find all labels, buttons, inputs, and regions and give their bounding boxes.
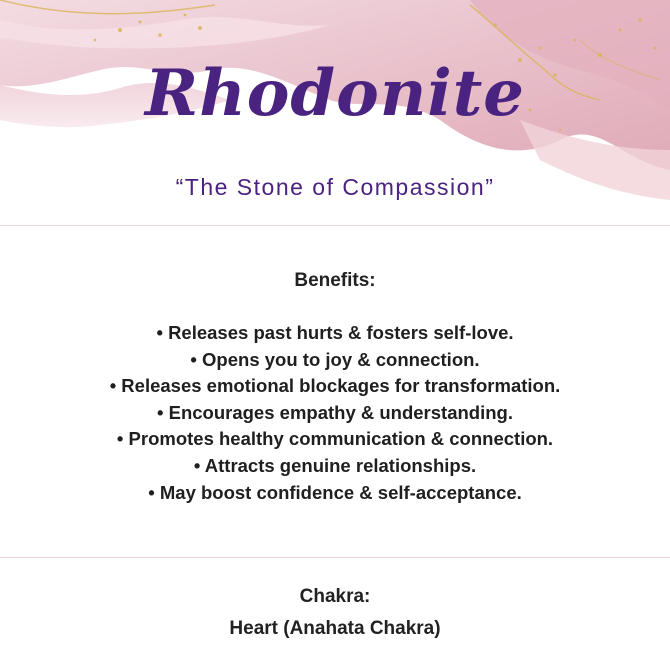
subtitle: “The Stone of Compassion” bbox=[175, 174, 495, 200]
benefit-item: • Releases emotional blockages for transformation. bbox=[109, 375, 561, 397]
benefit-item: • Attracts genuine relationships. bbox=[193, 454, 477, 476]
page-title: Rhodonite bbox=[145, 56, 525, 131]
benefit-item: • May boost confidence & self-acceptance. bbox=[148, 481, 522, 503]
benefit-item: • Encourages empathy & understanding. bbox=[157, 401, 513, 423]
divider-bottom bbox=[0, 557, 670, 558]
benefit-item: • Releases past hurts & fosters self-love. bbox=[156, 322, 514, 343]
chakra-value: Heart (Anahata Chakra) bbox=[229, 618, 441, 639]
benefits-heading: Benefits: bbox=[294, 270, 376, 291]
chakra-heading: Chakra: bbox=[299, 586, 371, 607]
benefit-item: • Promotes healthy communication & connection. bbox=[116, 428, 554, 450]
benefit-item: • Opens you to joy & connection. bbox=[190, 348, 480, 370]
benefits-list bbox=[0, 320, 670, 506]
divider-top bbox=[0, 225, 670, 226]
watercolor-header bbox=[0, 0, 670, 226]
